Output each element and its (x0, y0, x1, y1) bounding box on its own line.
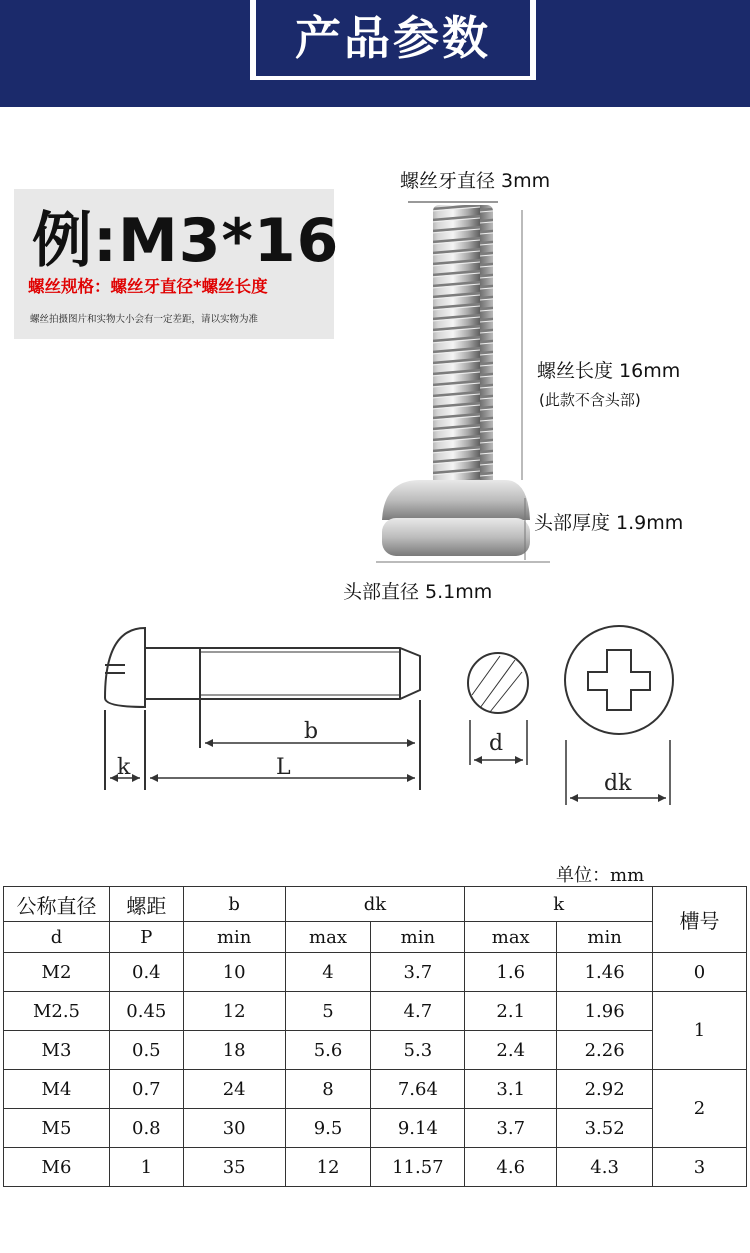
cell-b: 10 (183, 953, 285, 992)
cell-dk-max: 5 (285, 992, 371, 1031)
cell-d: M4 (4, 1070, 110, 1109)
header-slot: 槽号 (653, 887, 747, 953)
cell-slot: 1 (653, 992, 747, 1070)
cell-b: 35 (183, 1148, 285, 1187)
cell-dk-min: 7.64 (371, 1070, 465, 1109)
head-thickness-label: 头部厚度 1.9mm (534, 512, 684, 534)
cell-p: 0.8 (109, 1109, 183, 1148)
cell-slot: 0 (653, 953, 747, 992)
drawing-label-L: L (276, 755, 291, 780)
page-title: 产品参数 (256, 0, 530, 76)
cell-k-max: 3.7 (465, 1109, 557, 1148)
table-row (4, 1031, 747, 1070)
cell-dk-min: 9.14 (371, 1109, 465, 1148)
header-k: k (465, 887, 653, 922)
cell-d: M2 (4, 953, 110, 992)
spec-format: 螺丝规格：螺丝牙直径*螺丝长度 (28, 277, 268, 296)
cell-p: 1 (109, 1148, 183, 1187)
cell-slot: 2 (653, 1070, 747, 1148)
drawing-label-k: k (117, 755, 131, 780)
cell-k-min: 2.92 (557, 1070, 653, 1109)
table-row (4, 1148, 747, 1187)
header-nominal: 公称直径 (4, 887, 110, 922)
cell-p: 0.7 (109, 1070, 183, 1109)
header-k-min: min (557, 922, 653, 953)
header-pitch: 螺距 (109, 887, 183, 922)
spec-box (14, 189, 340, 339)
cell-b: 12 (183, 992, 285, 1031)
thread-diameter-label: 螺丝牙直径 3mm (400, 170, 551, 192)
cell-dk-min: 3.7 (371, 953, 465, 992)
cell-d: M5 (4, 1109, 110, 1148)
cell-b: 30 (183, 1109, 285, 1148)
cell-p: 0.45 (109, 992, 183, 1031)
table-row (4, 1070, 747, 1109)
header-nominal-symbol: d (4, 922, 110, 953)
cell-k-max: 3.1 (465, 1070, 557, 1109)
header-b-min: min (183, 922, 285, 953)
header-k-max: max (465, 922, 557, 953)
unit-label: 单位：mm (556, 865, 645, 886)
technical-drawing (0, 590, 750, 860)
head-diameter-label: 头部直径 5.1mm (343, 581, 493, 603)
cell-dk-max: 8 (285, 1070, 371, 1109)
cell-b: 18 (183, 1031, 285, 1070)
screw-photo (360, 180, 560, 580)
cell-dk-min: 5.3 (371, 1031, 465, 1070)
cell-k-max: 1.6 (465, 953, 557, 992)
spec-disclaimer: 螺丝拍摄图片和实物大小会有一定差距，请以实物为准 (30, 314, 259, 325)
cell-k-min: 1.96 (557, 992, 653, 1031)
length-note: (此款不含头部) (539, 391, 641, 409)
cell-k-max: 2.4 (465, 1031, 557, 1070)
length-label: 螺丝长度 16mm (537, 360, 681, 382)
table-subheader-row (4, 922, 747, 953)
cell-p: 0.4 (109, 953, 183, 992)
cell-k-min: 1.46 (557, 953, 653, 992)
cell-b: 24 (183, 1070, 285, 1109)
cell-d: M3 (4, 1031, 110, 1070)
spec-example: 例:M3*16 (32, 206, 340, 276)
drawing-label-dk: dk (604, 771, 632, 796)
cell-dk-max: 5.6 (285, 1031, 371, 1070)
cell-dk-max: 9.5 (285, 1109, 371, 1148)
cell-dk-min: 11.57 (371, 1148, 465, 1187)
cell-slot: 3 (653, 1148, 747, 1187)
table-row (4, 953, 747, 992)
table-header-row (4, 887, 747, 922)
header-dk-min: min (371, 922, 465, 953)
cell-k-min: 3.52 (557, 1109, 653, 1148)
cell-k-max: 4.6 (465, 1148, 557, 1187)
header-dk: dk (285, 887, 465, 922)
cell-p: 0.5 (109, 1031, 183, 1070)
drawing-label-b: b (304, 719, 319, 744)
cell-k-max: 2.1 (465, 992, 557, 1031)
cell-k-min: 2.26 (557, 1031, 653, 1070)
header-dk-max: max (285, 922, 371, 953)
cell-d: M2.5 (4, 992, 110, 1031)
cell-dk-max: 4 (285, 953, 371, 992)
table-row (4, 992, 747, 1031)
cell-d: M6 (4, 1148, 110, 1187)
drawing-label-d: d (489, 731, 504, 756)
cell-dk-min: 4.7 (371, 992, 465, 1031)
header-pitch-symbol: P (109, 922, 183, 953)
table-row (4, 1109, 747, 1148)
cell-k-min: 4.3 (557, 1148, 653, 1187)
header-b: b (183, 887, 285, 922)
parameter-table (3, 886, 747, 1187)
cell-dk-max: 12 (285, 1148, 371, 1187)
